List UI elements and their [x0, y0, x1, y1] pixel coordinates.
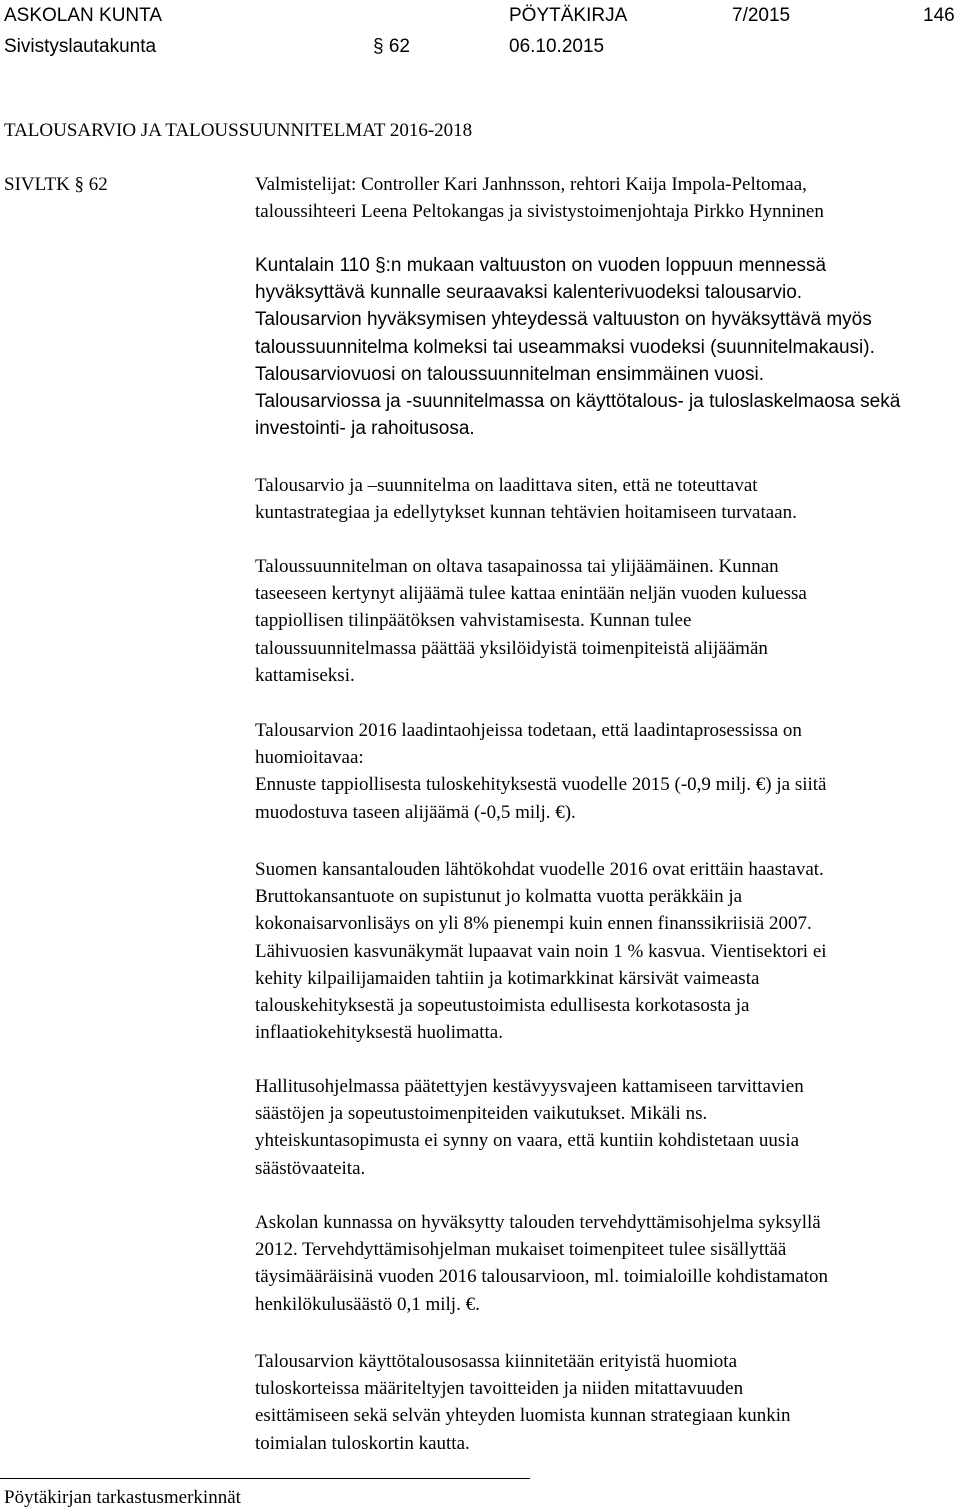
paragraph-line: talouskehityksestä ja sopeutustoimista edullisesta korkotasosta ja [255, 995, 750, 1017]
paragraph-line: täysimääräisinä vuoden 2016 talousarvioon, ml. toimialoille kohdistamaton [255, 1266, 829, 1288]
paragraph-line: investointi- ja rahoitusosa. [255, 418, 475, 440]
government-program-paragraph [255, 1073, 960, 1182]
footer-divider [0, 1478, 530, 1479]
economy-paragraph [255, 856, 960, 1046]
performance-cards-paragraph [255, 1348, 960, 1457]
organ-name: Sivistyslautakunta [4, 36, 157, 57]
paragraph-line: Suomen kansantalouden lähtökohdat vuodelle 2016 ovat erittäin haastavat. [255, 859, 824, 880]
paragraph-line: kuntastrategiaa ja edellytykset kunnan tehtävien hoitamiseen turvataan. [255, 502, 797, 524]
document-type: PÖYTÄKIRJA [509, 5, 628, 26]
municipality-name: ASKOLAN KUNTA [4, 5, 163, 26]
paragraph-line: henkilökulusäästö 0,1 milj. €. [255, 1293, 480, 1315]
paragraph-line: Taloussuunnitelman on oltava tasapainossa tai ylijäämäinen. Kunnan [255, 556, 779, 577]
paragraph-line: inflaatiokehityksestä huolimatta. [255, 1022, 503, 1044]
legal-basis-paragraph [255, 252, 960, 442]
paragraph-line: Valmistelijat: Controller Kari Janhnsson, rehtori Kaija Impola-Peltomaa, [255, 174, 807, 195]
paragraph-line: Hallitusohjelmassa päätettyjen kestävyysvajeen kattamiseen tarvittavien [255, 1076, 804, 1097]
guidelines-paragraph [255, 717, 960, 826]
recovery-program-paragraph [255, 1209, 960, 1318]
paragraph-line: kehity kilpailijamaiden tahtiin ja kotimarkkinat kärsivät vaimeasta [255, 967, 760, 989]
paragraph-line: Ennuste tappiollisesta tuloskehityksestä vuodelle 2015 (-0,9 milj. €) ja siitä [255, 774, 827, 796]
page-number: 146 [923, 5, 955, 26]
paragraph-line: Talousarvion hyväksymisen yhteydessä valtuuston on hyväksyttävä myös [255, 309, 872, 331]
paragraph-line: taloussuunnitelma kolmeksi tai useammaksi vuodeksi (suunnitelmakausi). [255, 336, 875, 358]
paragraph-line: yhteiskuntasopimusta ei synny on vaara, että kuntiin kohdistetaan uusia [255, 1130, 800, 1152]
paragraph-line: tappiollisen tilinpäätöksen vahvistamisesta. Kunnan tulee [255, 610, 692, 632]
strategy-paragraph [255, 472, 960, 526]
paragraph-line: esittämiseen sekä selvän yhteyden luomista kunnan strategiaan kunkin [255, 1405, 791, 1427]
paragraph-line: Talousarvion käyttötalousosassa kiinnitetään erityistä huomiota [255, 1351, 738, 1372]
preparers-paragraph [255, 171, 960, 225]
paragraph-line: toimialan tuloskortin kautta. [255, 1432, 470, 1454]
paragraph-line: Askolan kunnassa on hyväksytty talouden tervehdyttämisohjelma syksyllä [255, 1212, 821, 1233]
document-title: TALOUSARVIO JA TALOUSSUUNNITELMAT 2016-2018 [4, 120, 473, 141]
paragraph-line: Kuntalain 110 §:n mukaan valtuuston on vuoden loppuun mennessä [255, 255, 827, 276]
paragraph-line: huomioitavaa: [255, 747, 364, 769]
paragraph-line: säästövaateita. [255, 1157, 366, 1179]
balance-paragraph [255, 553, 960, 689]
review-marks-label: Pöytäkirjan tarkastusmerkinnät [4, 1487, 241, 1508]
paragraph-line: kattamiseksi. [255, 664, 355, 686]
meeting-date: 06.10.2015 [509, 36, 605, 57]
paragraph-line: kokonaisarvonlisäys on yli 8% pienempi kuin ennen finanssikriisiä 2007. [255, 913, 812, 935]
section-number: § 62 [373, 36, 410, 57]
section-code: SIVLTK § 62 [4, 174, 108, 195]
paragraph-line: 2012. Tervehdyttämisohjelman mukaiset toimenpiteet tulee sisällyttää [255, 1239, 787, 1261]
paragraph-line: taloussuunnitelmassa päättää yksilöidyistä toimenpiteistä alijäämän [255, 637, 768, 659]
paragraph-line: Talousarviossa ja -suunnitelmassa on käyttötalous- ja tuloslaskelmaosa sekä [255, 391, 901, 413]
paragraph-line: säästöjen ja sopeutustoimenpiteiden vaikutukset. Mikäli ns. [255, 1103, 708, 1125]
paragraph-line: taseeseen kertynyt alijäämä tulee kattaa enintään neljän vuoden kuluessa [255, 583, 807, 605]
paragraph-line: Talousarvion 2016 laadintaohjeissa todetaan, että laadintaprosessissa on [255, 720, 802, 741]
paragraph-line: Bruttokansantuote on supistunut jo kolmatta vuotta peräkkäin ja [255, 886, 743, 908]
paragraph-line: Talousarviovuosi on taloussuunnitelman ensimmäinen vuosi. [255, 363, 765, 385]
paragraph-line: Lähivuosien kasvunäkymät lupaavat vain noin 1 % kasvua. Vientisektori ei [255, 940, 827, 962]
paragraph-line: hyväksyttävä kunnalle seuraavaksi kalenterivuodeksi talousarvio. [255, 282, 803, 304]
paragraph-line: tuloskorteissa määriteltyjen tavoitteiden ja niiden mitattavuuden [255, 1378, 744, 1400]
paragraph-line: Talousarvio ja –suunnitelma on laadittava siten, että ne toteuttavat [255, 475, 758, 496]
paragraph-line: taloussihteeri Leena Peltokangas ja sivistystoimenjohtaja Pirkko Hynninen [255, 201, 824, 223]
paragraph-line: muodostuva taseen alijäämä (-0,5 milj. €). [255, 801, 576, 823]
issue-number: 7/2015 [732, 5, 791, 26]
